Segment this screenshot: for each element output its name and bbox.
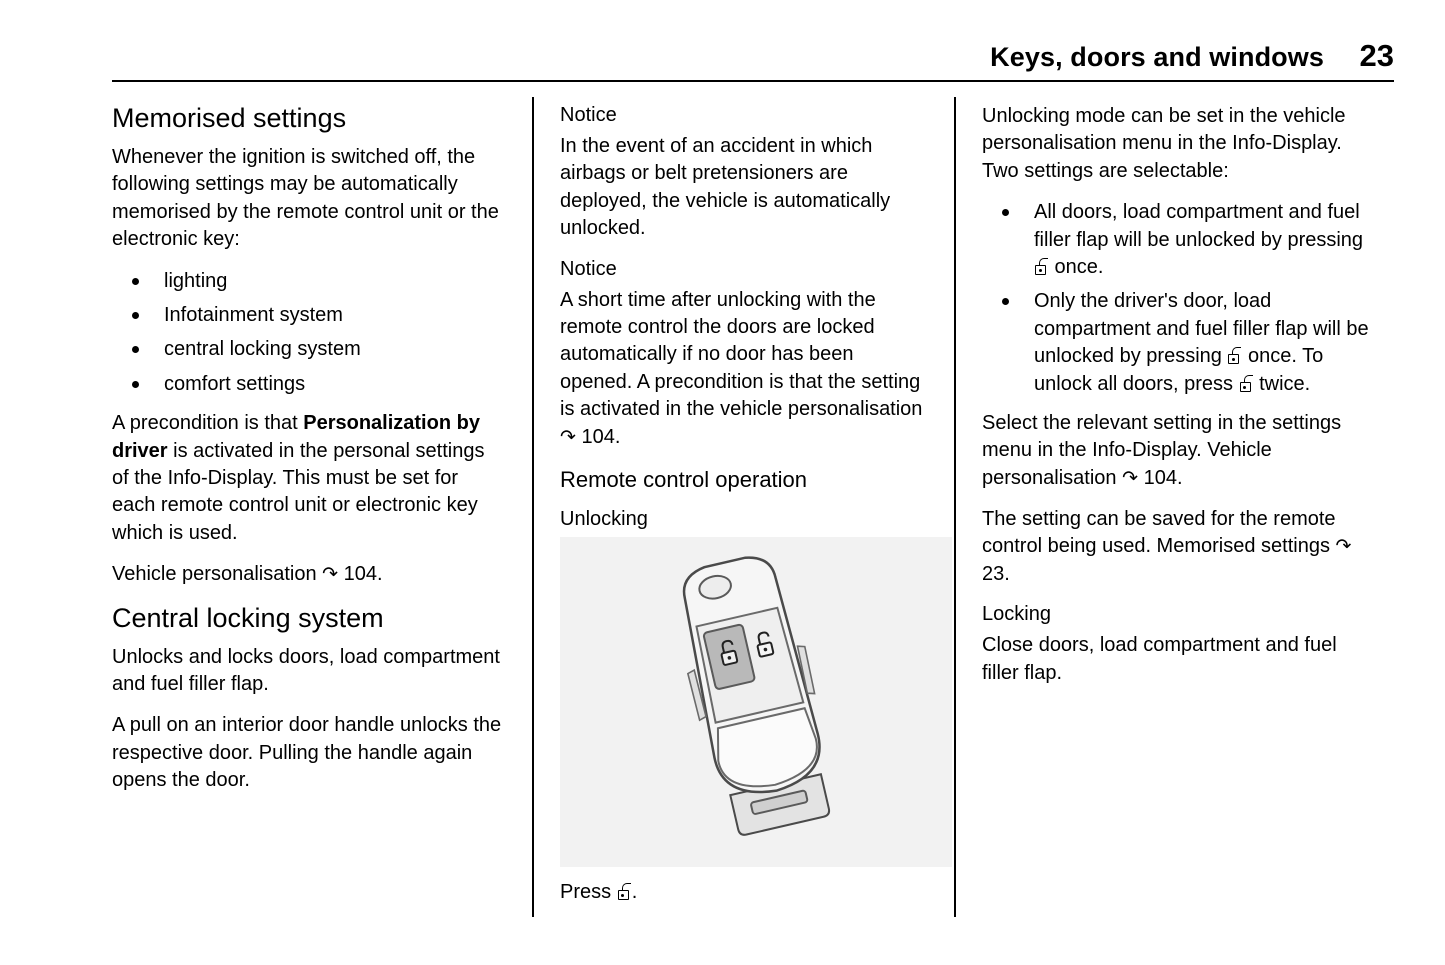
- reference-arrow-icon: ↷: [560, 426, 576, 448]
- paragraph-central-locking-2: A pull on an interior door handle unlocks the respective door. Pulling the handle again opens the door.: [112, 714, 502, 792]
- paragraph-locking: Close doors, load compartment and fuel filler flap.: [982, 634, 1337, 684]
- bullet-2-text-a: Only the driver's door, load compartment and fuel filler flap will be unlocked by pressing: [1034, 290, 1369, 368]
- reference-arrow-icon: ↷: [322, 564, 339, 586]
- bullet-2-text-b: once. To unlock all doors, press: [1034, 345, 1324, 395]
- paragraph-unlocking-mode: Unlocking mode can be set in the vehicle personalisation menu in the Info-Display. Two settings are selectable:: [982, 105, 1346, 182]
- column-left: [112, 95, 532, 920]
- caption-suffix: .: [631, 881, 638, 904]
- setting-saved-text: The setting can be saved for the remote control being used. Memorised settings: [982, 508, 1336, 558]
- unlock-key-icon: [1228, 347, 1241, 364]
- bullet-1-text-b: once.: [1049, 255, 1104, 278]
- page-header: [112, 38, 1394, 74]
- unlock-key-icon: [1240, 375, 1253, 392]
- paragraph-central-locking-1: Unlocks and locks doors, load compartment and fuel filler flap.: [112, 645, 500, 695]
- paragraph-vehicle-personalisation-ref: [112, 561, 504, 588]
- precondition-prefix: A precondition is that: [112, 412, 304, 435]
- caption-prefix: Press: [560, 881, 617, 904]
- setting-saved-ref: 23.: [982, 562, 1010, 585]
- column-right: [956, 95, 1374, 920]
- page-number: 23: [1359, 38, 1394, 73]
- list-item: [982, 199, 1374, 281]
- unlock-key-icon: [1035, 258, 1048, 275]
- notice-text-2: [560, 287, 926, 451]
- ref-page: 104.: [343, 563, 383, 586]
- select-setting-text: Select the relevant setting in the settings menu in the Info-Display. Vehicle personalisation: [982, 411, 1342, 489]
- section-heading-central-locking: Central locking system: [112, 602, 384, 633]
- figure-remote-control-key: [560, 537, 952, 867]
- list-unlocking-modes: [982, 199, 1374, 398]
- list-memorised-settings: [112, 268, 504, 399]
- section-heading-memorised-settings: Memorised settings: [112, 103, 347, 133]
- notice-label-2: Notice: [560, 257, 617, 280]
- notice-2-body: A short time after unlocking with the remote control the doors are locked automatically if no door has been opened. A precondition is that the setting is activated in the vehicle personalisation: [560, 288, 923, 421]
- bullet-1-text-a: All doors, load compartment and fuel filler flap will be unlocked by pressing: [1034, 201, 1364, 251]
- paragraph-precondition: [112, 410, 504, 547]
- column-middle: [534, 95, 954, 920]
- subheading-locking: Locking: [982, 603, 1051, 626]
- page-columns: [112, 95, 1394, 920]
- notice-label-1: Notice: [560, 104, 617, 126]
- reference-arrow-icon: ↷: [1335, 536, 1352, 558]
- unlock-key-icon: [618, 883, 631, 900]
- precondition-suffix: is activated in the personal settings of the Info-Display. This must be set for each remote control unit or electronic key which is used.: [112, 439, 485, 544]
- subheading-unlocking: Unlocking: [560, 508, 648, 531]
- list-item: central locking system: [112, 336, 504, 363]
- ref-text: Vehicle personalisation: [112, 563, 323, 586]
- list-item: comfort settings: [112, 371, 504, 398]
- list-item: [982, 288, 1374, 398]
- list-item: lighting: [112, 268, 504, 295]
- notice-2-ref-page: 104.: [581, 425, 621, 448]
- precondition-bold-term: Personalization by driver: [112, 412, 480, 462]
- paragraph-setting-saved: [982, 506, 1374, 588]
- key-fob-illustration: [560, 537, 952, 867]
- reference-arrow-icon: ↷: [1122, 467, 1139, 489]
- list-item: Infotainment system: [112, 302, 504, 329]
- paragraph-select-setting: [982, 410, 1374, 492]
- bullet-2-text-c: twice.: [1253, 372, 1311, 395]
- section-heading-remote-control-operation: Remote control operation: [560, 466, 808, 492]
- notice-text-1: In the event of an accident in which airbags or belt pretensioners are deployed, the vehicle is automatically unlocked.: [560, 135, 891, 240]
- figure-caption-press: [560, 881, 926, 904]
- paragraph-memorised-intro: Whenever the ignition is switched off, the following settings may be automatically memorised by the remote control unit or the electronic key:: [112, 146, 499, 251]
- header-divider: [112, 80, 1394, 82]
- page-title: Keys, doors and windows: [990, 42, 1324, 72]
- select-setting-ref: 104.: [1143, 466, 1183, 489]
